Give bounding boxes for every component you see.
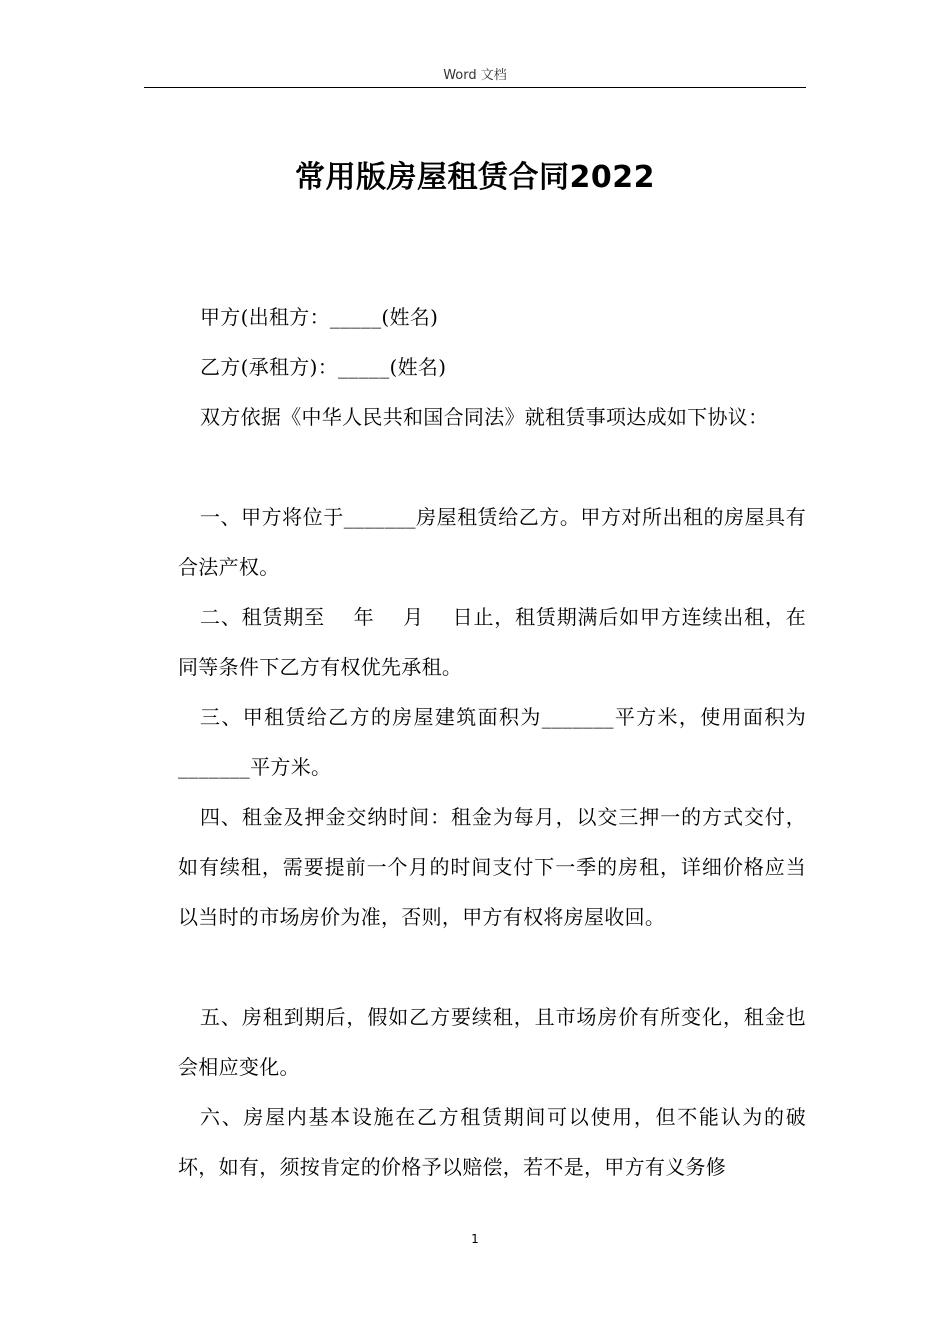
document-title: 常用版房屋租赁合同2022 bbox=[295, 160, 655, 195]
clause-6: 六、房屋内基本设施在乙方租赁期间可以使用，但不能认为的破坏，如有，须按肯定的价格予以赔偿，若不是，甲方有义务修 bbox=[178, 1105, 806, 1179]
clause-4: 四、租金及押金交纳时间：租金为每月，以交三押一的方式交付，如有续租，需要提前一个月的时间支付下一季的房租，详细价格应当以当时的市场房价为准，否则，甲方有权将房屋收回。 bbox=[178, 805, 806, 929]
header-divider bbox=[144, 87, 806, 88]
clause-2: 二、租赁期至 年 月 日止，租赁期满后如甲方连续出租，在同等条件下乙方有权优先承租。 bbox=[178, 605, 806, 679]
clause-1: 一、甲方将位于_______房屋租赁给乙方。甲方对所出租的房屋具有合法产权。 bbox=[178, 505, 806, 579]
clause-5: 五、房租到期后，假如乙方要续租，且市场房价有所变化，租金也会相应变化。 bbox=[178, 1005, 806, 1079]
paragraph-spacer bbox=[178, 442, 806, 492]
page-number: 1 bbox=[471, 1232, 479, 1246]
clause-3: 三、甲租赁给乙方的房屋建筑面积为_______平方米，使用面积为_______平方米。 bbox=[178, 705, 806, 779]
agreement-intro: 双方依据《中华人民共和国合同法》就租赁事项达成如下协议： bbox=[200, 405, 769, 429]
page-header-label: Word 文档 bbox=[443, 68, 507, 83]
party-b-line: 乙方(承租方)：_____(姓名) bbox=[200, 355, 447, 379]
document-body bbox=[178, 292, 806, 1192]
party-a-line: 甲方(出租方：_____(姓名) bbox=[200, 305, 439, 329]
paragraph-spacer bbox=[178, 942, 806, 992]
